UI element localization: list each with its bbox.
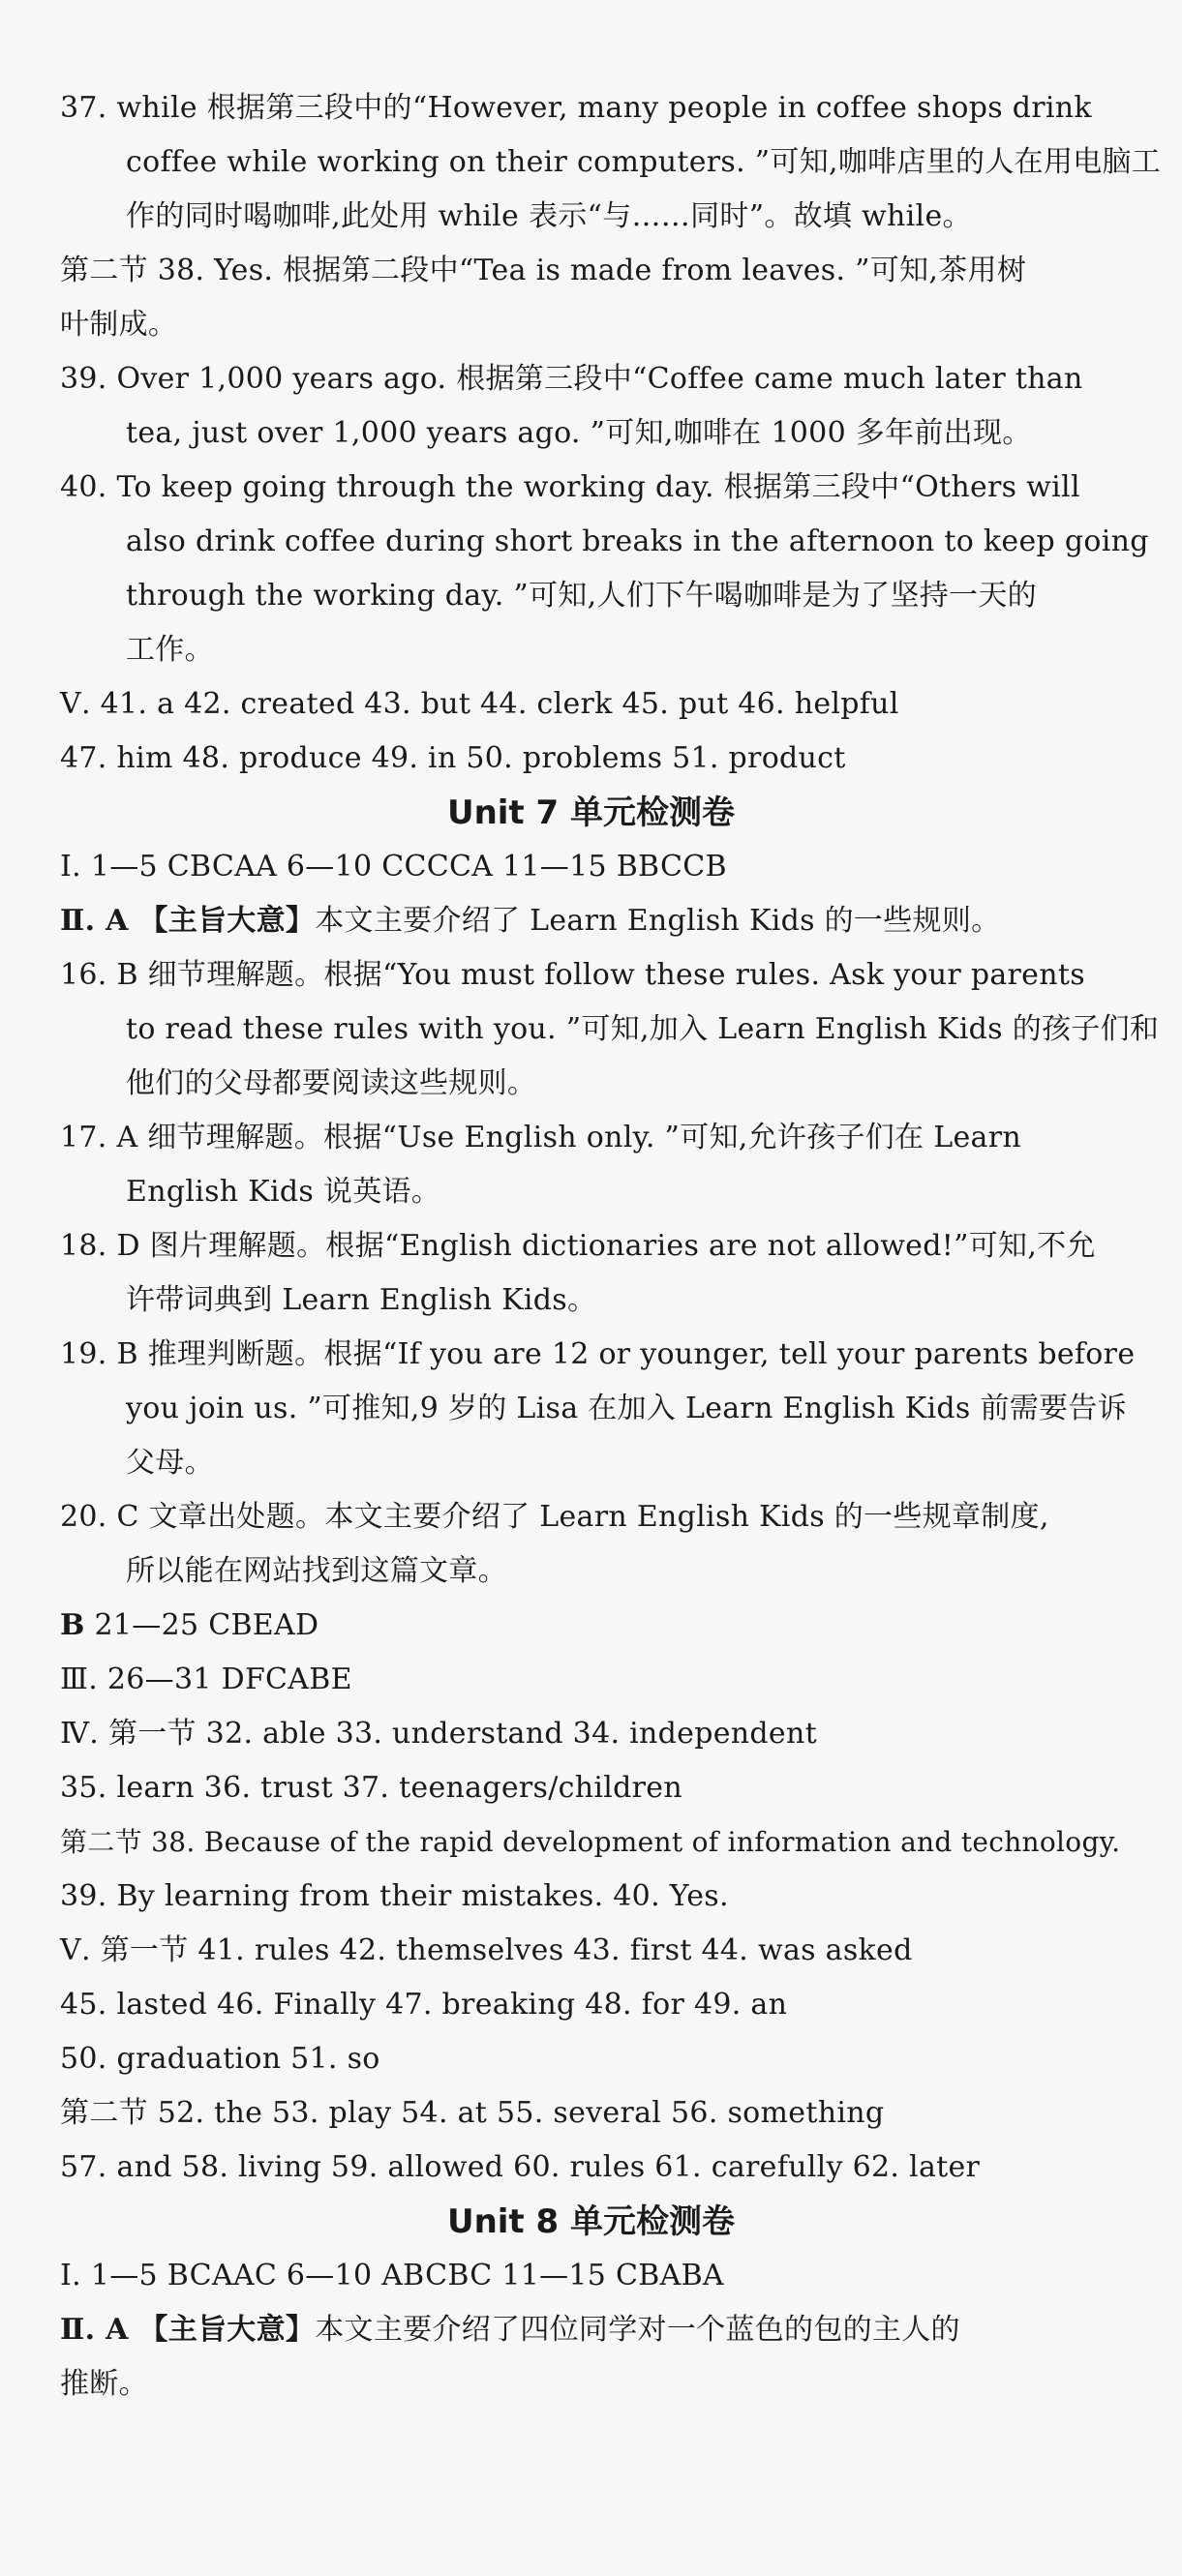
answer-17-line-2: English Kids 说英语。 [126,1175,441,1209]
unit8-section-ii-line-2: 推断。 [60,2367,148,2401]
unit7-main-idea-text: 本文主要介绍了 Learn English Kids 的一些规则。 [315,904,1001,938]
answer-20-line-2: 所以能在网站找到这篇文章。 [126,1554,507,1588]
answer-39-line-1: 39. Over 1,000 years ago. 根据第三段中“Coffee came much later than [60,362,1083,396]
answer-40-line-3: through the working day. ”可知,人们下午喝咖啡是为了坚持一天的 [126,579,1037,613]
unit7-section-iv-line-4: 39. By learning from their mistakes. 40. Yes. [60,1879,729,1913]
unit7-section-ii-label: Ⅱ. A [60,904,139,938]
answer-19-line-1: 19. B 推理判断题。根据“If you are 12 or younger, tell your parents before [60,1337,1136,1371]
unit7-section-b [60,1606,1132,1645]
unit7-section-iv-line-3: 第二节 38. Because of the rapid development of information and technology. [60,1826,1121,1858]
answer-20-line-1: 20. C 文章出处题。本文主要介绍了 Learn English Kids 的一些规章制度, [60,1500,1049,1534]
answer-37-line-2: coffee while working on their computers. ”可知,咖啡店里的人在用电脑工 [126,145,1162,179]
unit-7-title: Unit 7 单元检测卷 [446,794,736,832]
answer-40-line-1: 40. To keep going through the working day. 根据第三段中“Others will [60,470,1080,504]
unit7-section-ii-line [60,902,1132,941]
section-b-label: B [60,1608,85,1642]
answer-16-line-3: 他们的父母都要阅读这些规则。 [126,1066,537,1100]
answer-37-line-3: 作的同时喝咖啡,此处用 while 表示“与……同时”。故填 while。 [126,199,972,233]
section-v-line-1: Ⅴ. 41. a 42. created 43. but 44. clerk 45. put 46. helpful [60,687,899,721]
unit7-section-v-line-2: 45. lasted 46. Finally 47. breaking 48. for 49. an [60,1988,788,2022]
unit7-section-v-line-3: 50. graduation 51. so [60,2042,380,2076]
answer-38-line-2: 叶制成。 [60,308,178,342]
unit8-section-i: Ⅰ. 1—5 BCAAC 6—10 ABCBC 11—15 CBABA [60,2259,724,2292]
unit8-section-ii-line [60,2311,1132,2350]
answer-37-line-1: 37. while 根据第三段中的“However, many people in coffee shops drink [60,91,1092,125]
answer-16-line-1: 16. B 细节理解题。根据“You must follow these rules. Ask your parents [60,958,1085,992]
answer-38-line-1: 第二节 38. Yes. 根据第二段中“Tea is made from leaves. ”可知,茶用树 [60,254,1027,287]
answer-40-line-2: also drink coffee during short breaks in the afternoon to keep going [126,524,1149,558]
unit7-section-iv-line-1: Ⅳ. 第一节 32. able 33. understand 34. independent [60,1717,817,1751]
answer-39-line-2: tea, just over 1,000 years ago. ”可知,咖啡在 1000 多年前出现。 [126,416,1032,450]
unit7-main-idea-tag: 【主旨大意】 [138,904,316,938]
answer-18-line-1: 18. D 图片理解题。根据“English dictionaries are not allowed!”可知,不允 [60,1229,1096,1263]
unit8-main-idea-tag: 【主旨大意】 [138,2313,316,2347]
unit8-main-idea-text: 本文主要介绍了四位同学对一个蓝色的包的主人的 [315,2313,960,2347]
answer-19-line-2: you join us. ”可推知,9 岁的 Lisa 在加入 Learn English Kids 前需要告诉 [126,1392,1127,1425]
unit7-section-v-line-1: Ⅴ. 第一节 41. rules 42. themselves 43. first 44. was asked [60,1933,913,1967]
unit7-section-iv-line-2: 35. learn 36. trust 37. teenagers/children [60,1771,682,1805]
unit8-section-ii-label: Ⅱ. A [60,2313,139,2347]
answer-19-line-3: 父母。 [126,1446,214,1480]
unit7-section-iii: Ⅲ. 26—31 DFCABE [60,1662,352,1696]
section-v-line-2: 47. him 48. produce 49. in 50. problems 51. product [60,741,846,775]
answer-40-line-4: 工作。 [126,633,214,667]
unit7-section-v-line-4: 第二节 52. the 53. play 54. at 55. several 56. something [60,2096,885,2130]
section-b-answers: 21—25 CBEAD [84,1608,319,1642]
answer-17-line-1: 17. A 细节理解题。根据“Use English only. ”可知,允许孩子们在 Learn [60,1121,1021,1154]
unit-8-title: Unit 8 单元检测卷 [446,2202,736,2241]
unit7-section-i: Ⅰ. 1—5 CBCAA 6—10 CCCCA 11—15 BBCCB [60,850,727,884]
unit7-section-v-line-5: 57. and 58. living 59. allowed 60. rules 61. carefully 62. later [60,2150,981,2184]
answer-18-line-2: 许带词典到 Learn English Kids。 [126,1283,597,1317]
answer-16-line-2: to read these rules with you. ”可知,加入 Learn English Kids 的孩子们和 [126,1012,1160,1046]
